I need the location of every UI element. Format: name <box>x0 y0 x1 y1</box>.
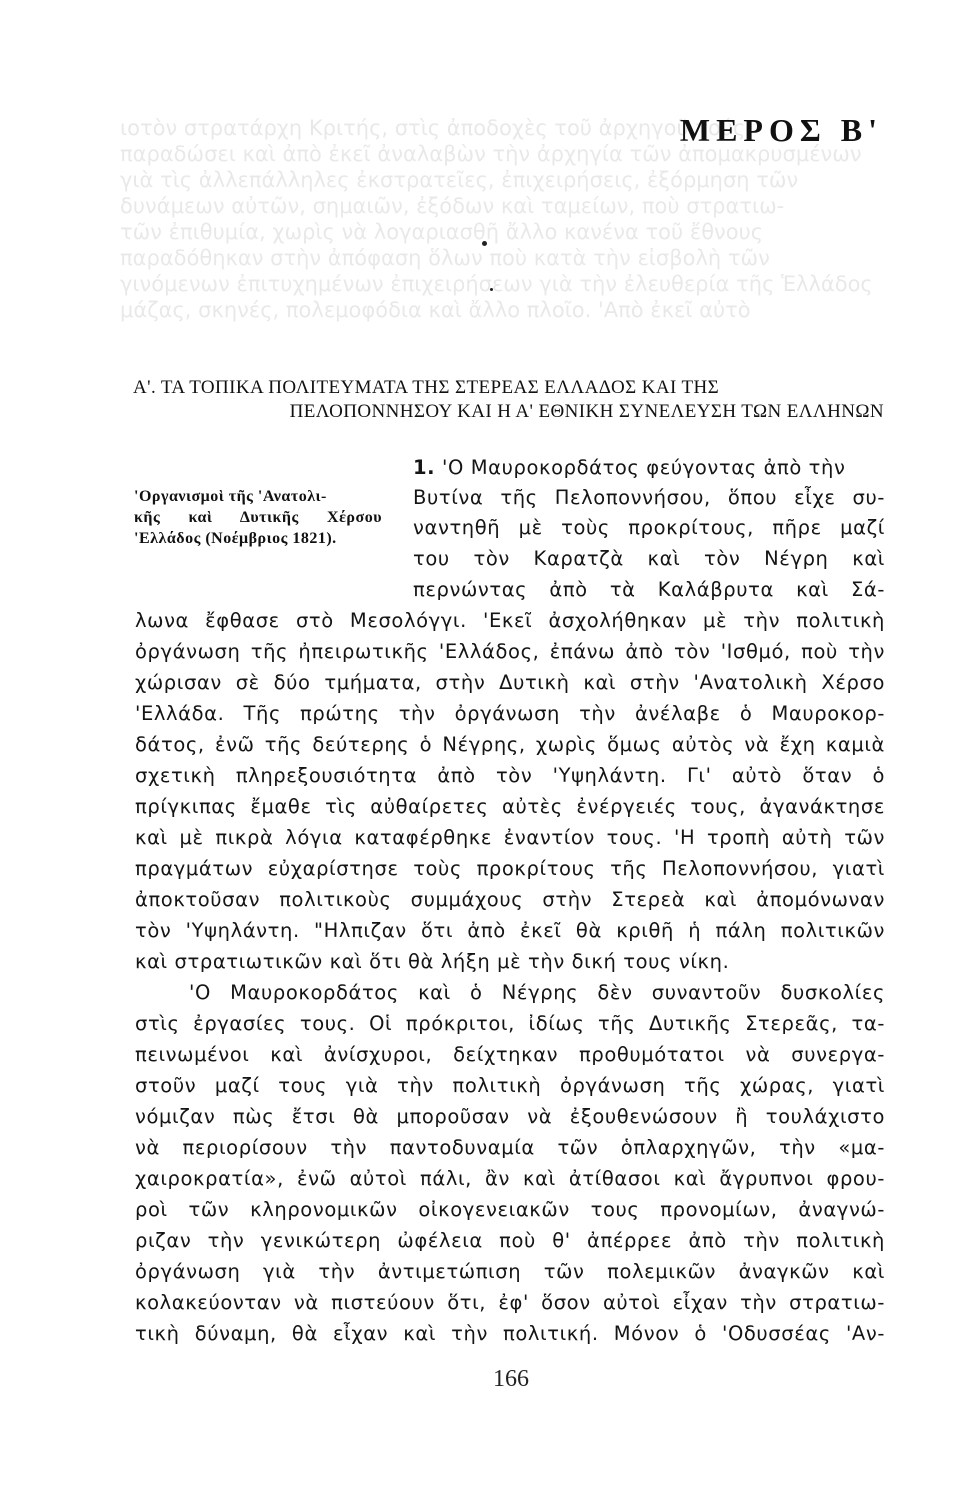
text-line: 1. 'Ο Μαυροκορδάτος φεύγοντας ἀπὸ τὴν <box>413 456 846 479</box>
section-title-line-2: ΠΕΛΟΠΟΝΝΗΣΟΥ ΚΑΙ Η Α' ΕΘΝΙΚΗ ΣΥΝΕΛΕΥΣΗ ΤΩΝ ΕΛΛΗΝΩΝ <box>289 401 884 422</box>
bleed-through-text: ιοτὸν στρατάρχη Κριτής, στὶς ἀποδοχὲς τοῦ ἀρχηγοῦ τούς παραδώσει καὶ ἀπὸ ἐκεῖ ἀναλαβὼν τὴν ἀρχηγία τῶν ἀπομακρυσμένων γιὰ τὶς ἀλλεπάλληλες ἐκστρατεῖες, ἐπιχειρήσεις, ἐξόρμηση τῶν δυνάμεων αὐτῶν, σημαιῶν, ἐξόδων καὶ ταμείων, ποὺ στρατιω- τῶν ἐπιθυμία, χωρὶς νὰ λογαριασθῆ ἄλλο κανένα τοῦ ἔθνους παραδόθηκαν στὴν ἀπόφαση ὅλων ποὺ κατὰ τὴν εἰσβολὴ τῶν γινόμενων ἐπιτυχημένων ἐπιχειρήσεων γιὰ τὴν ἐλευθερία τῆς Ἑλλάδος μάζας, σκηνές, πολεμοφόδια καὶ ἄλλο πλοῖο. 'Απὸ ἐκεῖ αὐτὸ <box>120 116 873 322</box>
text-line: κολακεύονταν νὰ πιστεύουν ὅτι, ἐφ' ὅσον αὐτοὶ εἶχαν τὴν στρατιω- <box>135 1291 885 1314</box>
print-speck <box>490 288 493 291</box>
text-line: νόμιζαν πὼς ἔτσι θὰ μποροῦσαν νὰ ἐξουθενώσουν ἢ τουλάχιστο <box>135 1105 885 1128</box>
margin-note-line-3: 'Ελλάδος (Νοέμβριος 1821). <box>134 530 337 547</box>
text-line: χαιροκρατία», ἐνῶ αὐτοὶ πάλι, ἂν καὶ ἀτίθασοι καὶ ἄγρυπνοι φρου- <box>135 1167 885 1190</box>
text-line: λωνα ἔφθασε στὸ Μεσολόγγι. 'Εκεῖ ἀσχολήθηκαν μὲ τὴν πολιτικὴ <box>135 609 885 632</box>
section-title <box>133 376 888 424</box>
text-line: ἀποκτοῦσαν πολιτικοὺς συμμάχους στὴν Στερεὰ καὶ ἀπομόνωναν <box>135 888 885 911</box>
margin-note-line-1: 'Οργανισμοὶ τῆς 'Ανατολι- <box>134 488 327 505</box>
text-line: πρίγκιπας ἔμαθε τὶς αὐθαίρετες αὐτὲς ἐνέργειές τους, ἀγανάκτησε <box>135 795 885 818</box>
text-line: τὸν 'Υψηλάντη. "Ηλπιζαν ὅτι ἀπὸ ἐκεῖ θὰ κριθῆ ἡ πάλη πολιτικῶν <box>135 919 885 942</box>
print-speck <box>482 241 487 246</box>
text-line: πραγμάτων εὐχαρίστησε τοὺς προκρίτους τῆς Πελοποννήσου, γιατὶ <box>135 857 885 880</box>
text-line: 'Ο Μαυροκορδάτος καὶ ὁ Νέγρης δὲν συναντοῦν δυσκολίες <box>189 981 885 1004</box>
text-line: πεινωμένοι καὶ ἀνίσχυροι, δείχτηκαν προθυμότατοι νὰ συνεργα- <box>135 1043 885 1066</box>
text-line: νὰ περιορίσουν τὴν παντοδυναμία τῶν ὁπλαρχηγῶν, τὴν «μα- <box>135 1136 885 1159</box>
section-title-line-1: Α'. ΤΑ ΤΟΠΙΚΑ ΠΟΛΙΤΕΥΜΑΤΑ ΤΗΣ ΣΤΕΡΕΑΣ ΕΛΛΑΔΟΣ ΚΑΙ ΤΗΣ <box>133 377 720 398</box>
text-line: στοῦν μαζί τους γιὰ τὴν πολιτικὴ ὀργάνωση τῆς χώρας, γιατὶ <box>135 1074 885 1097</box>
text-line: χώρισαν σὲ δύο τμήματα, στὴν Δυτικὴ καὶ στὴν 'Ανατολικὴ Χέρσο <box>135 671 885 694</box>
text-line: ριζαν τὴν γενικώτερη ὠφέλεια ποὺ θ' ἀπέρρεε ἀπὸ τὴν πολιτικὴ <box>135 1229 885 1252</box>
text-line: δάτος, ἐνῶ τῆς δεύτερης ὁ Νέγρης, χωρὶς ὅμως αὐτὸς νὰ ἔχη καμιὰ <box>135 733 885 756</box>
margin-note <box>134 486 394 549</box>
text-line: 'Ελλάδα. Τῆς πρώτης τὴν ὀργάνωση τὴν ἀνέλαβε ὁ Μαυροκορ- <box>135 702 885 725</box>
part-title: ΜΕΡΟΣ Β' <box>679 112 883 148</box>
text-line: καὶ στρατιωτικῶν καὶ ὅτι θὰ λήξη μὲ τὴν δική τους νίκη. <box>135 950 730 973</box>
text-line: ροὶ τῶν κληρονομικῶν οἰκογενειακῶν τους προνομίων, ἀναγνώ- <box>135 1198 885 1221</box>
text-line: τικὴ δύναμη, θὰ εἶχαν καὶ τὴν πολιτική. Μόνον ὁ 'Οδυσσέας 'Αν- <box>135 1322 885 1345</box>
text-line: σχετικὴ πληρεξουσιότητα ἀπὸ τὸν 'Υψηλάντη. Γι' αὐτὸ ὅταν ὁ <box>135 764 885 787</box>
text-line: περνώντας ἀπὸ τὰ Καλάβρυτα καὶ Σά- <box>413 578 885 601</box>
text-line: του τὸν Καρατζὰ καὶ τὸν Νέγρη καὶ <box>413 547 885 570</box>
text-line: ναντηθῆ μὲ τοὺς προκρίτους, πῆρε μαζί <box>413 516 885 539</box>
text-line: καὶ μὲ πικρὰ λόγια καταφέρθηκε ἐναντίον τους. 'Η τροπὴ αὐτὴ τῶν <box>135 826 885 849</box>
text-line: ὀργάνωση τῆς ἠπειρωτικῆς 'Ελλάδος, ἐπάνω ἀπὸ τὸν 'Ισθμό, ποὺ τὴν <box>135 640 885 663</box>
margin-note-line-2: κῆς καὶ Δυτικῆς Χέρσου <box>134 509 382 526</box>
page-number: 166 <box>493 1366 529 1392</box>
paragraph-number: 1. <box>413 456 436 479</box>
text-line: στὶς ἐργασίες τους. Οἱ πρόκριτοι, ἰδίως τῆς Δυτικῆς Στερεᾶς, τα- <box>135 1012 885 1035</box>
text-line: Βυτίνα τῆς Πελοποννήσου, ὅπου εἶχε συ- <box>413 486 885 509</box>
text-line: ὀργάνωση γιὰ τὴν ἀντιμετώπιση τῶν πολεμικῶν ἀναγκῶν καὶ <box>135 1260 885 1283</box>
